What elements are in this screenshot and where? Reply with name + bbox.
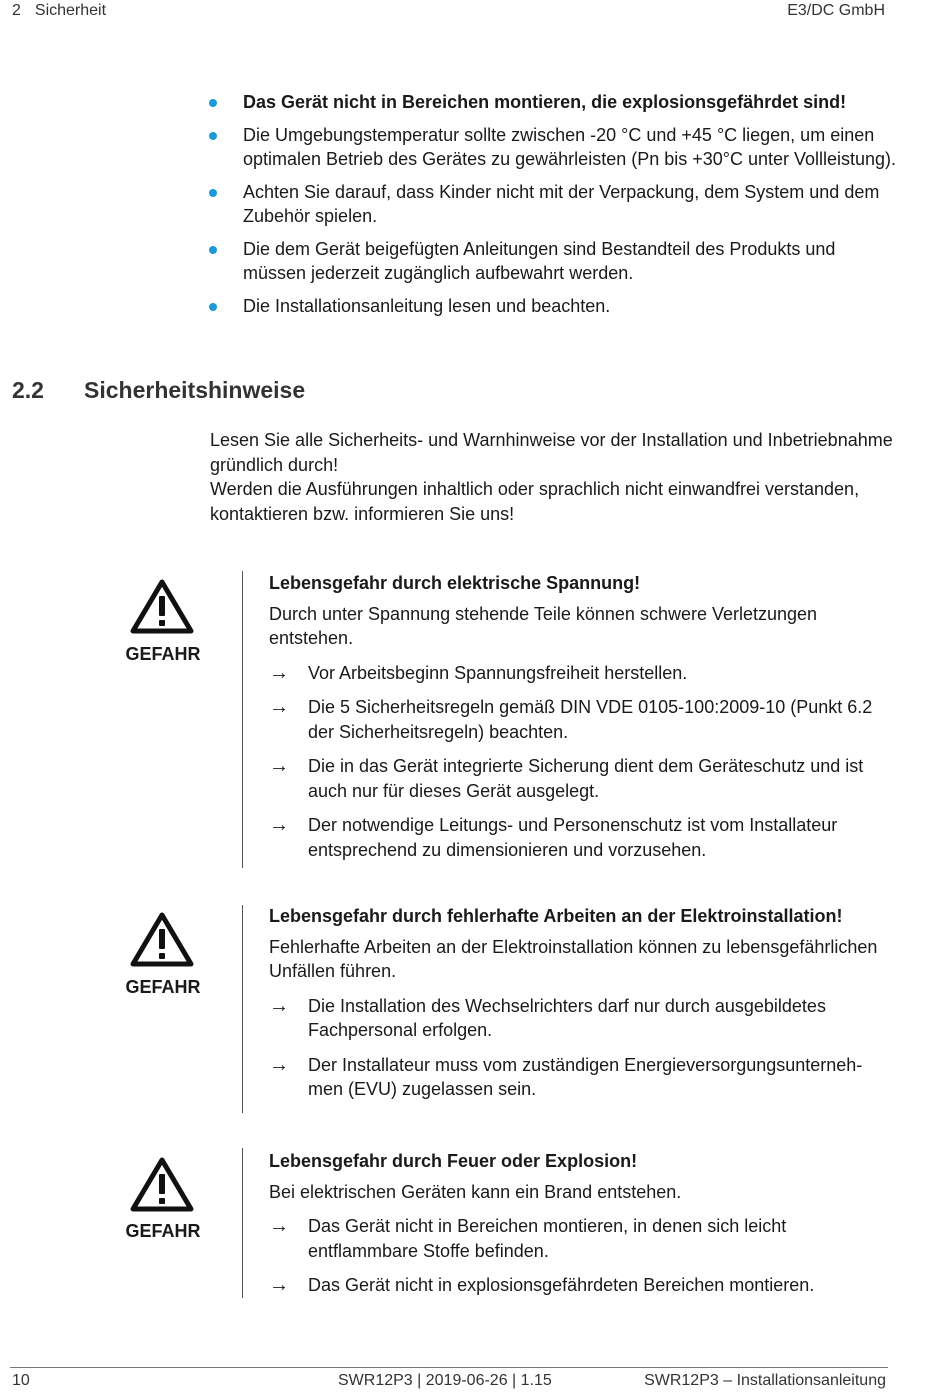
arrow-right-icon: → <box>269 755 289 777</box>
warning-triangle-icon <box>130 911 194 967</box>
danger-label: GEFAHR <box>125 644 201 664</box>
arrow-right-icon: → <box>269 814 289 836</box>
bullet-item <box>207 180 897 229</box>
page-header-company: E3/DC GmbH <box>787 2 885 19</box>
bullet-item <box>207 237 897 286</box>
footer-divider <box>10 1367 888 1368</box>
chapter-number: 2 <box>12 2 21 19</box>
arrow-right-icon: → <box>269 661 289 684</box>
instruction-text: Das Gerät nicht in explosionsgefährdeten Bereichen montieren. <box>308 1275 815 1295</box>
doc-title: SWR12P3 – Installationsanleitung <box>644 1372 886 1389</box>
arrow-right-icon: → <box>269 696 289 718</box>
warning-title: Lebensgefahr durch Feuer oder Explosion! <box>269 1151 638 1171</box>
bullet-item <box>207 294 897 319</box>
warning-title: Lebensgefahr durch elektrische Spannung! <box>269 573 641 593</box>
instruction-item <box>269 1214 879 1263</box>
warning-block <box>269 1149 879 1308</box>
instruction-text: Der Installateur muss vom zuständigen Energieversorgungsunternehmen (EVU) zugelassen sein. <box>308 1054 863 1099</box>
instruction-item <box>269 994 879 1043</box>
warning-description: Bei elektrischen Geräten kann ein Brand entstehen. <box>269 1181 682 1202</box>
warning-divider <box>242 571 243 868</box>
bullet-dot-icon <box>209 246 217 254</box>
warning-divider <box>242 905 243 1113</box>
instruction-item <box>269 695 879 744</box>
warning-description: Durch unter Spannung stehende Teile können schwere Verletzungen entstehen. <box>269 603 818 648</box>
arrow-right-icon: → <box>269 1274 289 1296</box>
warning-divider <box>242 1148 243 1298</box>
warning-block <box>269 571 879 872</box>
arrow-right-icon: → <box>269 994 289 1017</box>
instruction-item <box>269 813 879 862</box>
instruction-text: Das Gerät nicht in Bereichen montieren, in denen sich leicht entflammbare Stoffe befinden. <box>308 1216 787 1261</box>
warning-triangle-icon <box>130 578 194 634</box>
warning-title: Lebensgefahr durch fehlerhafte Arbeiten an der Elektroinstallation! <box>269 906 843 926</box>
instruction-item <box>269 754 879 803</box>
bullet-dot-icon <box>209 303 217 311</box>
instruction-item <box>269 1053 879 1102</box>
safety-bullet-list <box>207 90 897 326</box>
bullet-item <box>207 90 897 115</box>
intro-paragraph: Werden die Ausführungen inhaltlich oder sprachlich nicht einwandfrei verstanden, kontaktieren bzw. informieren Sie uns! <box>210 479 860 524</box>
arrow-right-icon: → <box>269 1215 289 1237</box>
doc-info: SWR12P3 | 2019-06-26 | 1.15 <box>338 1372 552 1389</box>
instruction-item <box>269 661 879 686</box>
arrow-right-icon: → <box>269 1053 289 1076</box>
bullet-text: Achten Sie darauf, dass Kinder nicht mit der Verpackung, dem System und dem Zubehör spielen. <box>243 181 880 226</box>
page-number: 10 <box>12 1372 30 1389</box>
warning-instructions <box>269 994 879 1102</box>
warning-description: Fehlerhafte Arbeiten an der Elektroinstallation können zu lebensgefährlichen Unfällen führen. <box>269 936 878 981</box>
bullet-item <box>207 123 897 172</box>
danger-label: GEFAHR <box>125 1221 201 1241</box>
bullet-text: Die Umgebungstemperatur sollte zwischen -20 °C und +45 °C liegen, um einen optimalen Betrieb des Gerätes zu gewährleisten (Pn bis +30°C unter Vollleistung). <box>243 124 897 169</box>
page-header-chapter <box>12 2 106 20</box>
instruction-text: Der notwendige Leitungs- und Personenschutz ist vom Installateur entsprechend zu dimensionieren und vorzusehen. <box>308 815 838 860</box>
section-title: Sicherheitshinweise <box>84 377 306 403</box>
bullet-dot-icon <box>209 132 217 140</box>
bullet-text: Die Installationsanleitung lesen und beachten. <box>243 295 611 316</box>
warning-triangle-icon <box>130 1156 194 1212</box>
instruction-text: Die in das Gerät integrierte Sicherung dient dem Geräteschutz und ist auch nur für dieses Gerät ausgelegt. <box>308 756 864 801</box>
chapter-title: Sicherheit <box>34 2 107 19</box>
bullet-dot-icon <box>209 99 217 107</box>
instruction-text: Die 5 Sicherheitsregeln gemäß DIN VDE 0105-100:2009-10 (Punkt 6.2 der Sicherheitsregeln) beachten. <box>308 697 873 742</box>
warning-instructions <box>269 661 879 863</box>
bullet-text: Das Gerät nicht in Bereichen montieren, die explosionsgefährdet sind! <box>243 92 847 112</box>
danger-label: GEFAHR <box>125 977 201 997</box>
warning-instructions <box>269 1214 879 1298</box>
bullet-text: Die dem Gerät beigefügten Anleitungen sind Bestandteil des Produkts und müssen jederzeit zugänglich aufbewahrt werden. <box>243 238 836 283</box>
instruction-text: Vor Arbeitsbeginn Spannungsfreiheit herstellen. <box>308 662 688 683</box>
warning-block <box>269 904 879 1112</box>
section-intro <box>210 428 895 526</box>
instruction-item <box>269 1273 879 1298</box>
bullet-dot-icon <box>209 189 217 197</box>
section-number: 2.2 <box>12 377 44 403</box>
intro-paragraph: Lesen Sie alle Sicherheits- und Warnhinweise vor der Installation und Inbetriebnahme gründlich durch! <box>210 430 893 475</box>
instruction-text: Die Installation des Wechselrichters darf nur durch ausgebildetes Fachpersonal erfolgen. <box>308 995 826 1040</box>
